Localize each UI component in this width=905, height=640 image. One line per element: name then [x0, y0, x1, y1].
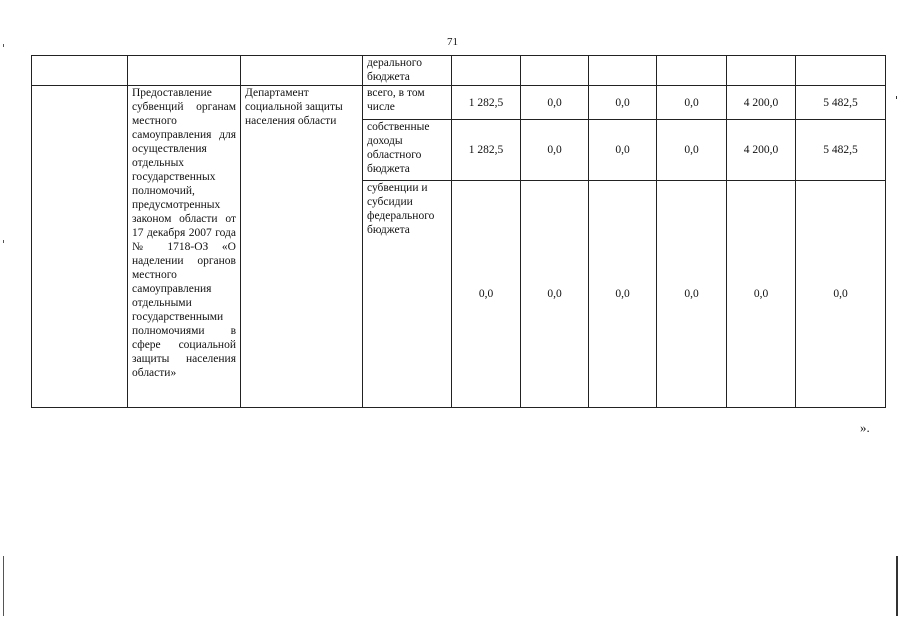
- table-row-continuation: [32, 56, 886, 86]
- value-cell: 4 200,0: [727, 120, 796, 181]
- table-row-total: [32, 86, 886, 120]
- value-cell: 0,0: [589, 86, 657, 120]
- value-cell: 1 282,5: [452, 120, 521, 181]
- value-cell: 0,0: [589, 181, 657, 408]
- value-cell: 5 482,5: [796, 120, 886, 181]
- empty-cell: [32, 56, 128, 86]
- value-cell: 0,0: [521, 181, 589, 408]
- empty-cell: [128, 56, 241, 86]
- program-description-cell: Предоставление субвенций органам местного самоуправления для осуществления отдельных государственных полномочий, предусмотренных законом области от 17 декабря 2007 года № 1718-ОЗ «О наделении органов местного самоуправления отдельными государственными полномочиями в сфере социальной защиты населения области»: [128, 86, 241, 408]
- empty-cell: [657, 56, 727, 86]
- closing-quote: ».: [860, 420, 870, 435]
- value-cell: 0,0: [452, 181, 521, 408]
- scan-margin-line: [3, 556, 4, 616]
- empty-cell: [521, 56, 589, 86]
- page-number: 71: [447, 36, 458, 48]
- empty-cell: [796, 56, 886, 86]
- empty-cell: [589, 56, 657, 86]
- source-cell: субвенции и субсидии федерального бюджета: [363, 181, 452, 408]
- value-cell: 0,0: [727, 181, 796, 408]
- empty-cell: [241, 56, 363, 86]
- value-cell: 0,0: [657, 181, 727, 408]
- value-cell: 0,0: [657, 120, 727, 181]
- empty-cell: [452, 56, 521, 86]
- scan-margin-tick: [896, 96, 897, 99]
- executor-cell: Департамент социальной защиты населения области: [241, 86, 363, 408]
- scan-margin-line: [896, 556, 898, 616]
- value-cell: 0,0: [521, 86, 589, 120]
- scan-margin-tick: [3, 240, 4, 243]
- value-cell: 0,0: [521, 120, 589, 181]
- value-cell: 5 482,5: [796, 86, 886, 120]
- scan-margin-tick: [3, 44, 4, 47]
- source-cell: собственные доходы областного бюджета: [363, 120, 452, 181]
- source-cell: всего, в том числе: [363, 86, 452, 120]
- source-cell: дерального бюджета: [363, 56, 452, 86]
- empty-merged-cell: [32, 86, 128, 408]
- value-cell: 4 200,0: [727, 86, 796, 120]
- value-cell: 0,0: [796, 181, 886, 408]
- value-cell: 0,0: [657, 86, 727, 120]
- empty-cell: [727, 56, 796, 86]
- budget-table: [31, 55, 886, 408]
- value-cell: 0,0: [589, 120, 657, 181]
- value-cell: 1 282,5: [452, 86, 521, 120]
